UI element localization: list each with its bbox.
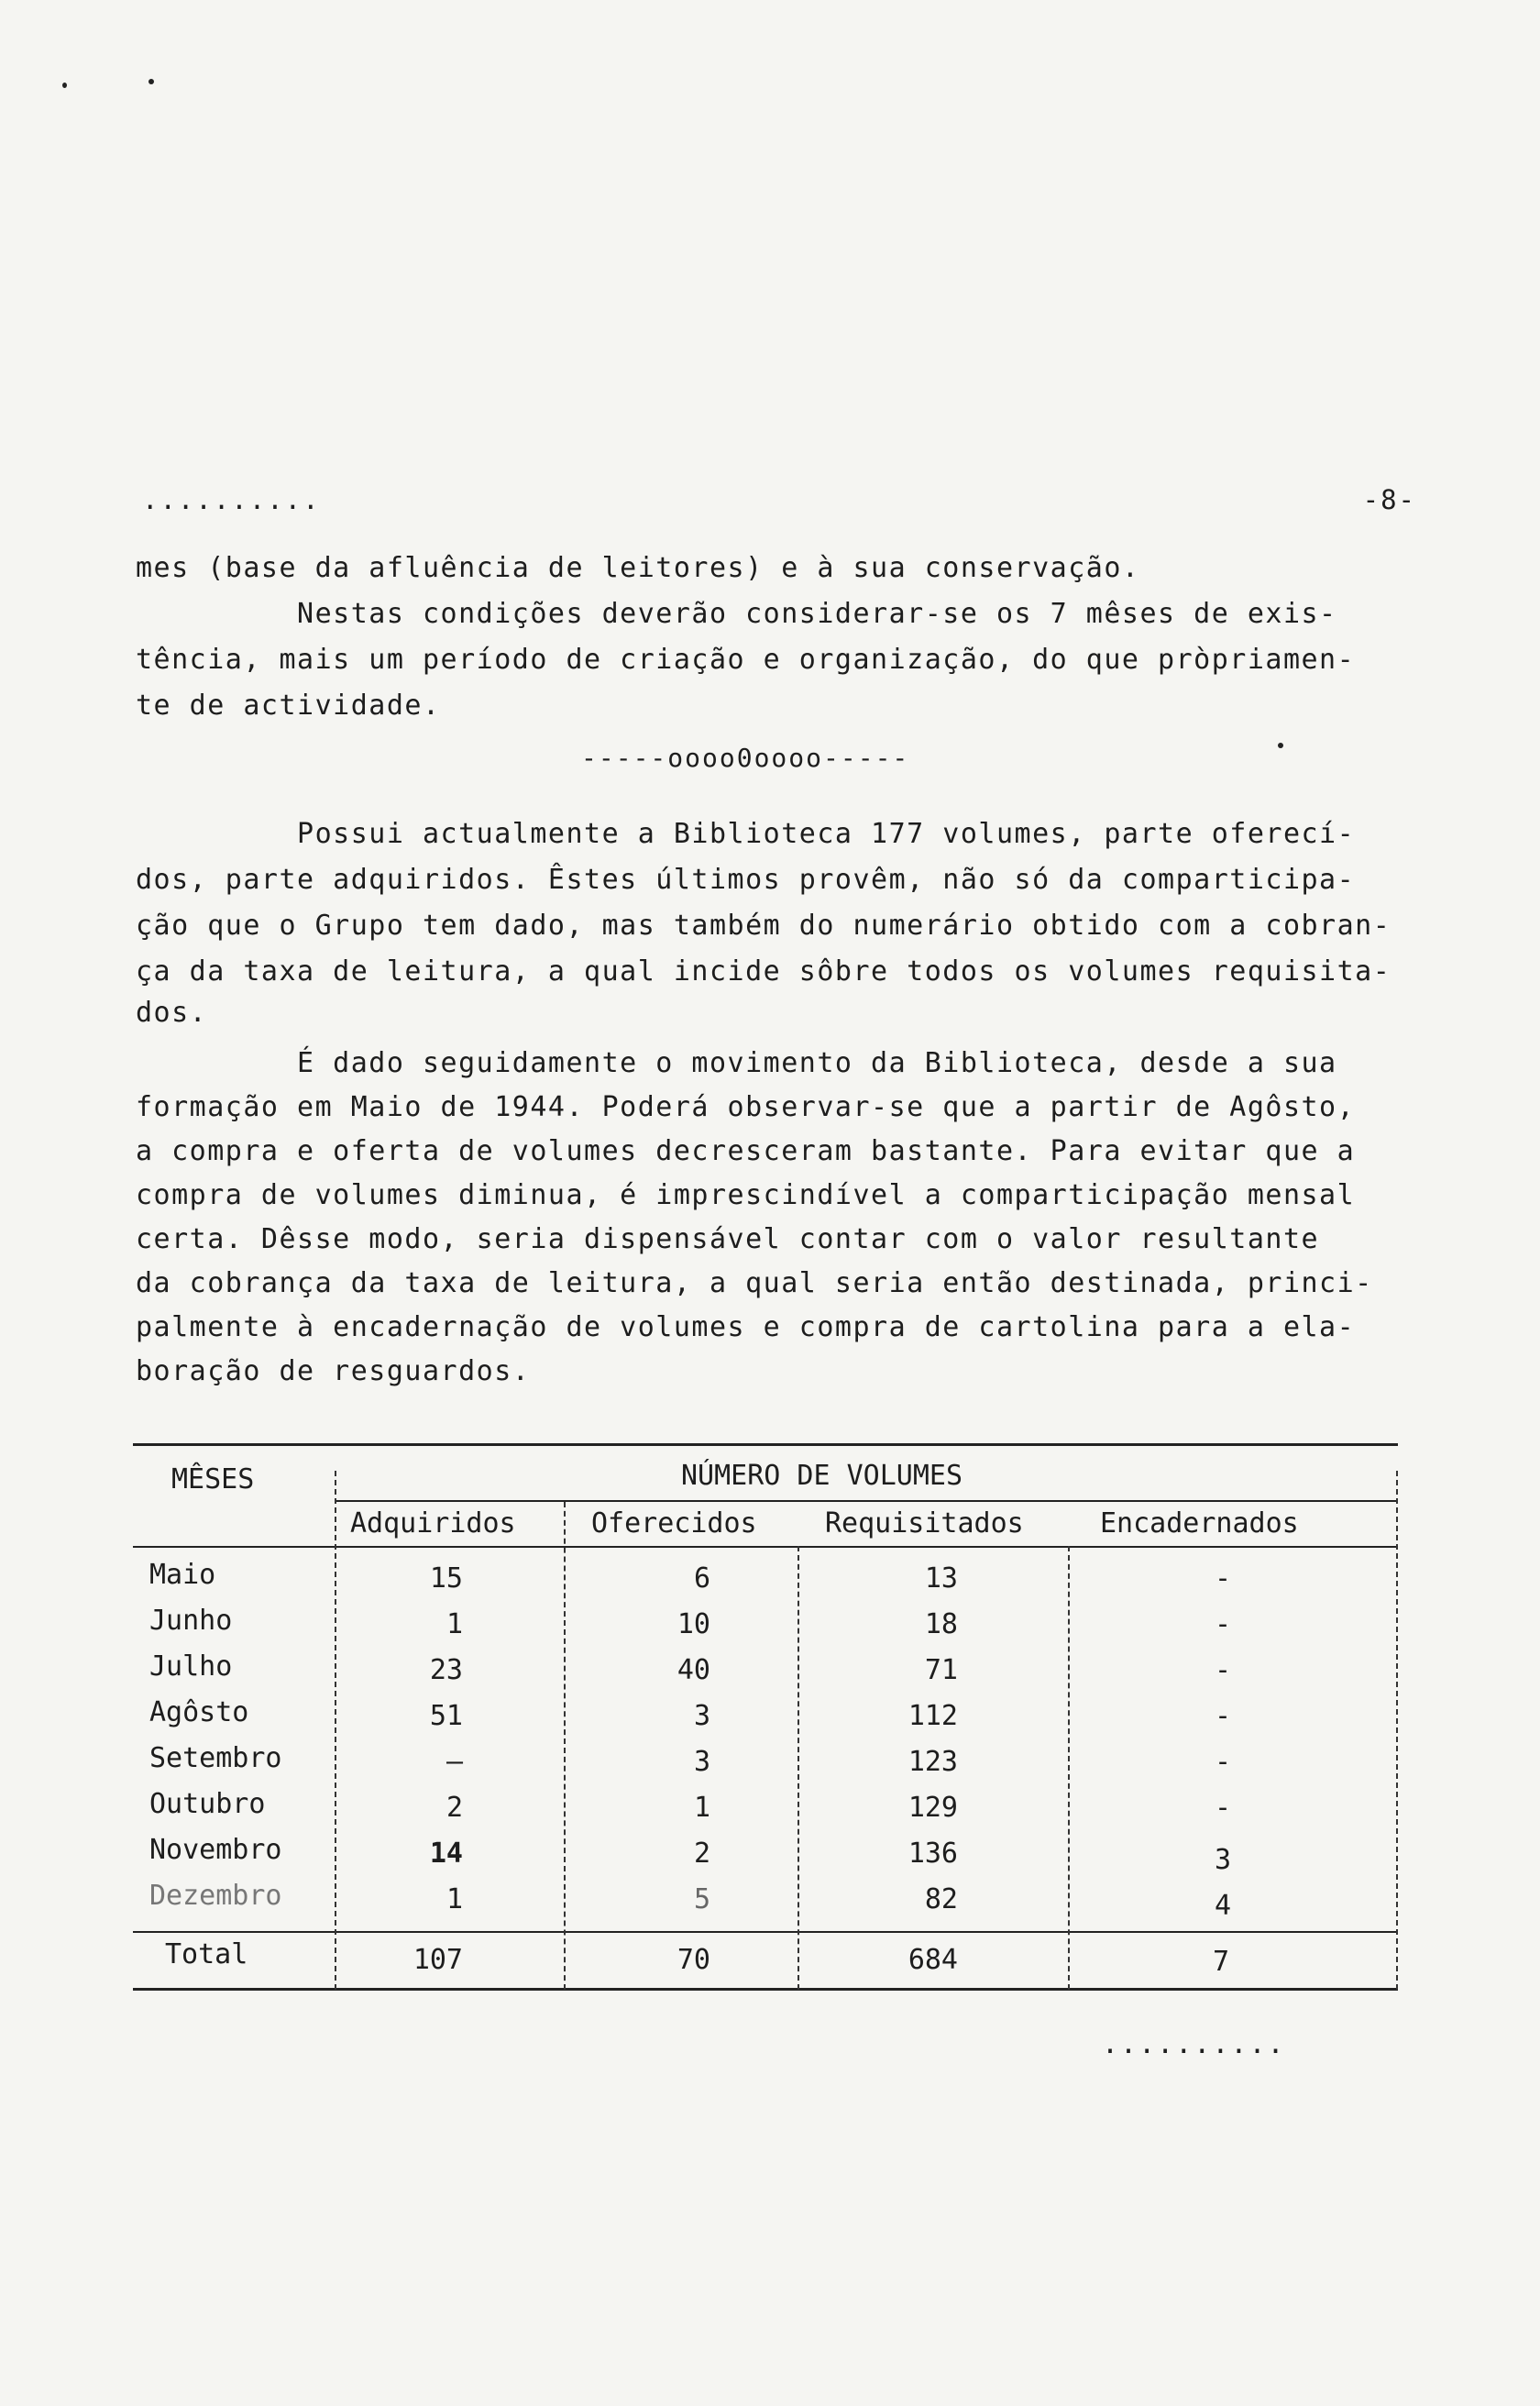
row-month: Setembro xyxy=(149,1742,282,1774)
total-adquiridos: 107 xyxy=(412,1944,463,1976)
row-adquiridos: 14 xyxy=(429,1838,463,1870)
row-encadernados: 4 xyxy=(1215,1890,1232,1922)
paragraph-line: compra de volumes diminua, é imprescindível a comparticipação mensal xyxy=(136,1179,1356,1211)
paragraph-line: da cobrança da taxa de leitura, a qual seria então destinada, princi- xyxy=(136,1267,1373,1299)
volumes-table xyxy=(133,1443,1398,1993)
row-encadernados: 3 xyxy=(1215,1844,1232,1876)
header-oferecidos: Oferecidos xyxy=(591,1507,757,1540)
header-adquiridos: Adquiridos xyxy=(350,1507,516,1540)
row-encadernados: - xyxy=(1215,1608,1232,1640)
total-requisitados: 684 xyxy=(908,1944,958,1976)
paragraph-line: dos. xyxy=(136,997,208,1029)
row-requisitados: 18 xyxy=(924,1608,958,1640)
row-month: Julho xyxy=(149,1650,233,1683)
row-encadernados: - xyxy=(1215,1562,1232,1595)
row-requisitados: 112 xyxy=(908,1700,958,1732)
row-adquiridos: 23 xyxy=(429,1654,463,1686)
table-group-rule xyxy=(335,1500,1398,1502)
row-adquiridos: 1 xyxy=(446,1883,463,1915)
paragraph-line: te de actividade. xyxy=(136,690,441,722)
row-requisitados: 71 xyxy=(924,1654,958,1686)
ink-speck xyxy=(148,79,154,84)
row-month: Agôsto xyxy=(149,1696,249,1728)
row-month: Novembro xyxy=(149,1834,282,1866)
row-encadernados: - xyxy=(1215,1746,1232,1778)
paragraph-line: formação em Maio de 1944. Poderá observar-se que a partir de Agôsto, xyxy=(136,1091,1356,1123)
column-divider xyxy=(1068,1546,1070,1990)
paragraph-line: mes (base da afluência de leitores) e à sua conservação. xyxy=(136,552,1140,584)
row-month: Junho xyxy=(149,1605,233,1637)
row-requisitados: 82 xyxy=(924,1883,958,1915)
paragraph-line: ção que o Grupo tem dado, mas também do numerário obtido com a cobran- xyxy=(136,910,1392,942)
row-oferecidos: 3 xyxy=(693,1746,710,1778)
header-number-of-volumes: NÚMERO DE VOLUMES xyxy=(681,1460,963,1492)
paragraph-line: dos, parte adquiridos. Êstes últimos provêm, não só da comparticipa- xyxy=(136,864,1356,896)
row-requisitados: 129 xyxy=(908,1792,958,1824)
row-oferecidos: 40 xyxy=(676,1654,710,1686)
table-header-rule xyxy=(133,1546,1398,1548)
page-number: -8- xyxy=(1362,484,1416,515)
paragraph-line: palmente à encadernação de volumes e compra de cartolina para a ela- xyxy=(136,1311,1356,1343)
header-encadernados: Encadernados xyxy=(1100,1507,1299,1540)
table-bottom-rule xyxy=(133,1988,1398,1991)
ink-speck xyxy=(62,83,67,88)
row-encadernados: - xyxy=(1215,1700,1232,1732)
row-encadernados: - xyxy=(1215,1654,1232,1686)
trailing-dots: .......... xyxy=(1102,2028,1286,2060)
paragraph-line: boração de resguardos. xyxy=(136,1355,531,1387)
row-adquiridos: 51 xyxy=(429,1700,463,1732)
ink-speck xyxy=(1278,743,1283,748)
header-months: MÊSES xyxy=(171,1463,255,1495)
table-top-rule xyxy=(133,1443,1398,1446)
section-separator: -----oooo0oooo----- xyxy=(581,743,910,773)
paragraph-line: Possui actualmente a Biblioteca 177 volumes, parte oferecí- xyxy=(136,818,1356,850)
row-month: Outubro xyxy=(149,1788,266,1820)
paragraph-line: ça da taxa de leitura, a qual incide sôbre todos os volumes requisita- xyxy=(136,955,1392,988)
paragraph-line: certa. Dêsse modo, seria dispensável contar com o valor resultante xyxy=(136,1223,1320,1255)
leading-dots: .......... xyxy=(142,484,321,515)
row-requisitados: 13 xyxy=(924,1562,958,1595)
total-label: Total xyxy=(165,1938,248,1970)
row-requisitados: 123 xyxy=(908,1746,958,1778)
row-oferecidos: 2 xyxy=(693,1838,710,1870)
row-adquiridos: 15 xyxy=(429,1562,463,1595)
row-adquiridos: — xyxy=(446,1746,463,1778)
column-divider xyxy=(798,1546,799,1990)
paragraph-line: tência, mais um período de criação e organização, do que pròpriamen- xyxy=(136,644,1356,676)
column-divider xyxy=(335,1471,336,1990)
paragraph-line: É dado seguidamente o movimento da Biblioteca, desde a sua xyxy=(136,1047,1337,1079)
paragraph-line: Nestas condições deverão considerar-se os 7 mêses de exis- xyxy=(136,598,1337,630)
row-oferecidos: 1 xyxy=(693,1792,710,1824)
header-requisitados: Requisitados xyxy=(825,1507,1024,1540)
row-adquiridos: 1 xyxy=(446,1608,463,1640)
row-oferecidos: 3 xyxy=(693,1700,710,1732)
table-total-rule xyxy=(133,1931,1398,1933)
total-oferecidos: 70 xyxy=(676,1944,710,1976)
row-oferecidos: 10 xyxy=(676,1608,710,1640)
column-divider xyxy=(564,1502,566,1990)
row-requisitados: 136 xyxy=(908,1838,958,1870)
row-month: Dezembro xyxy=(149,1880,282,1912)
row-oferecidos: 6 xyxy=(693,1562,710,1595)
row-month: Maio xyxy=(149,1559,216,1591)
column-divider xyxy=(1396,1471,1398,1990)
row-adquiridos: 2 xyxy=(446,1792,463,1824)
row-encadernados: - xyxy=(1215,1792,1232,1824)
paragraph-line: a compra e oferta de volumes decresceram bastante. Para evitar que a xyxy=(136,1135,1356,1167)
row-oferecidos: 5 xyxy=(693,1883,710,1915)
total-encadernados: 7 xyxy=(1213,1946,1230,1978)
